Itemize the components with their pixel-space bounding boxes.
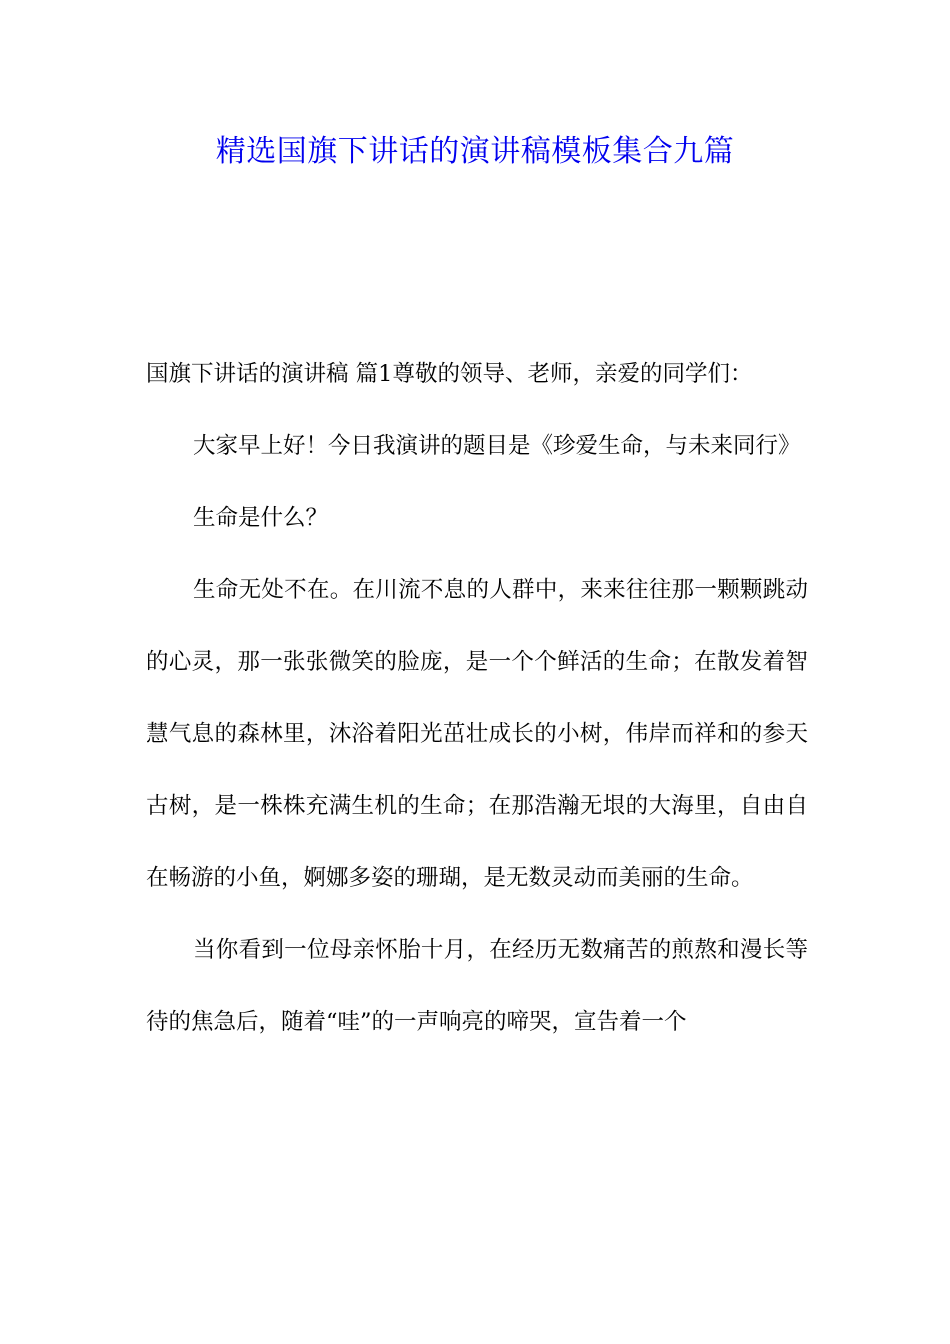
- paragraph-life-everywhere: 生命无处不在。在川流不息的人群中，来来往往那一颗颗跳动的心灵，那一张张微笑的脸庞，是一个个鲜活的生命；在散发着智慧气息的森林里，沐浴着阳光茁壮成长的小树，伟岸而祥和的参天古树，是一株株充满生机的生命；在那浩瀚无垠的大海里，自由自在畅游的小鱼，婀娜多姿的珊瑚，是无数灵动而美丽的生命。: [146, 577, 808, 891]
- document-title: 精选国旗下讲话的演讲稿模板集合九篇: [215, 134, 735, 169]
- paragraph-opening: 大家早上好！今日我演讲的题目是《珍爱生命，与未来同行》: [193, 433, 801, 459]
- paragraph-mother: 当你看到一位母亲怀胎十月，在经历无数痛苦的煎熬和漫长等待的焦急后，随着“哇”的一声响亮的啼哭，宣告着一个: [146, 937, 808, 1035]
- paragraph-question: 生命是什么？: [193, 505, 329, 531]
- paragraph-greeting: 国旗下讲话的演讲稿 篇1尊敬的领导、老师，亲爱的同学们：: [146, 361, 753, 387]
- document-body: [146, 338, 808, 1058]
